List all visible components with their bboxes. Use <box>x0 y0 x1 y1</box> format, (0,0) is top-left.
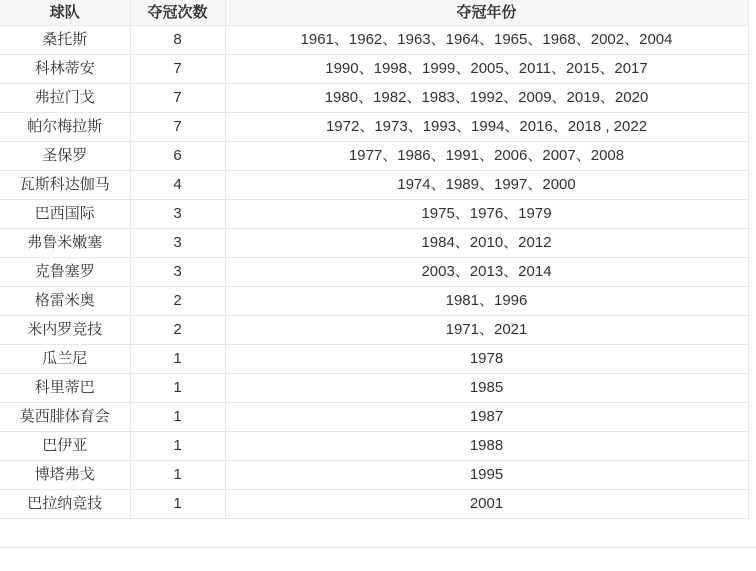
titles-cell: 1 <box>130 373 225 402</box>
titles-cell: 7 <box>130 54 225 83</box>
team-cell: 瓦斯科达伽马 <box>0 170 130 199</box>
table-row <box>0 141 748 170</box>
table-row <box>0 402 748 431</box>
bottom-divider <box>0 519 756 548</box>
table-row <box>0 25 748 54</box>
table-row <box>0 373 748 402</box>
titles-cell: 3 <box>130 228 225 257</box>
titles-cell: 2 <box>130 315 225 344</box>
team-cell: 桑托斯 <box>0 25 130 54</box>
header-team: 球队 <box>0 0 130 25</box>
table-row <box>0 286 748 315</box>
header-titles: 夺冠次数 <box>130 0 225 25</box>
years-cell: 1981、1996 <box>225 286 748 315</box>
titles-cell: 6 <box>130 141 225 170</box>
titles-cell: 3 <box>130 257 225 286</box>
team-cell: 博塔弗戈 <box>0 460 130 489</box>
titles-cell: 1 <box>130 460 225 489</box>
table-row <box>0 112 748 141</box>
years-cell: 1975、1976、1979 <box>225 199 748 228</box>
team-cell: 米内罗竞技 <box>0 315 130 344</box>
bottom-whitespace <box>0 548 756 569</box>
team-cell: 莫西腓体育会 <box>0 402 130 431</box>
titles-cell: 4 <box>130 170 225 199</box>
years-cell: 1971、2021 <box>225 315 748 344</box>
team-cell: 巴拉纳竞技 <box>0 489 130 518</box>
years-cell: 1978 <box>225 344 748 373</box>
table-row <box>0 83 748 112</box>
titles-cell: 8 <box>130 25 225 54</box>
table-row <box>0 257 748 286</box>
titles-cell: 1 <box>130 402 225 431</box>
team-cell: 弗鲁米嫩塞 <box>0 228 130 257</box>
team-cell: 帕尔梅拉斯 <box>0 112 130 141</box>
table-row <box>0 431 748 460</box>
table-row <box>0 228 748 257</box>
years-cell: 1961、1962、1963、1964、1965、1968、2002、2004 <box>225 25 748 54</box>
header-row <box>0 0 748 25</box>
years-cell: 2003、2013、2014 <box>225 257 748 286</box>
years-cell: 1984、2010、2012 <box>225 228 748 257</box>
table-row <box>0 489 748 518</box>
table-row <box>0 344 748 373</box>
table-row <box>0 170 748 199</box>
team-cell: 巴西国际 <box>0 199 130 228</box>
team-cell: 巴伊亚 <box>0 431 130 460</box>
titles-cell: 2 <box>130 286 225 315</box>
years-cell: 1988 <box>225 431 748 460</box>
years-cell: 1972、1973、1993、1994、2016、2018 , 2022 <box>225 112 748 141</box>
team-cell: 瓜兰尼 <box>0 344 130 373</box>
years-cell: 1974、1989、1997、2000 <box>225 170 748 199</box>
titles-cell: 1 <box>130 489 225 518</box>
header-years: 夺冠年份 <box>225 0 748 25</box>
table-row <box>0 460 748 489</box>
titles-cell: 3 <box>130 199 225 228</box>
years-cell: 2001 <box>225 489 748 518</box>
titles-cell: 7 <box>130 83 225 112</box>
team-cell: 弗拉门戈 <box>0 83 130 112</box>
years-cell: 1987 <box>225 402 748 431</box>
titles-cell: 1 <box>130 431 225 460</box>
table-body <box>0 25 748 518</box>
table-row <box>0 54 748 83</box>
team-cell: 克鲁塞罗 <box>0 257 130 286</box>
team-cell: 科里蒂巴 <box>0 373 130 402</box>
team-cell: 圣保罗 <box>0 141 130 170</box>
years-cell: 1985 <box>225 373 748 402</box>
table-header <box>0 0 748 25</box>
table-row <box>0 199 748 228</box>
years-cell: 1980、1982、1983、1992、2009、2019、2020 <box>225 83 748 112</box>
years-cell: 1995 <box>225 460 748 489</box>
years-cell: 1990、1998、1999、2005、2011、2015、2017 <box>225 54 748 83</box>
table-row <box>0 315 748 344</box>
years-cell: 1977、1986、1991、2006、2007、2008 <box>225 141 748 170</box>
titles-cell: 1 <box>130 344 225 373</box>
team-cell: 格雷米奥 <box>0 286 130 315</box>
team-cell: 科林蒂安 <box>0 54 130 83</box>
titles-cell: 7 <box>130 112 225 141</box>
